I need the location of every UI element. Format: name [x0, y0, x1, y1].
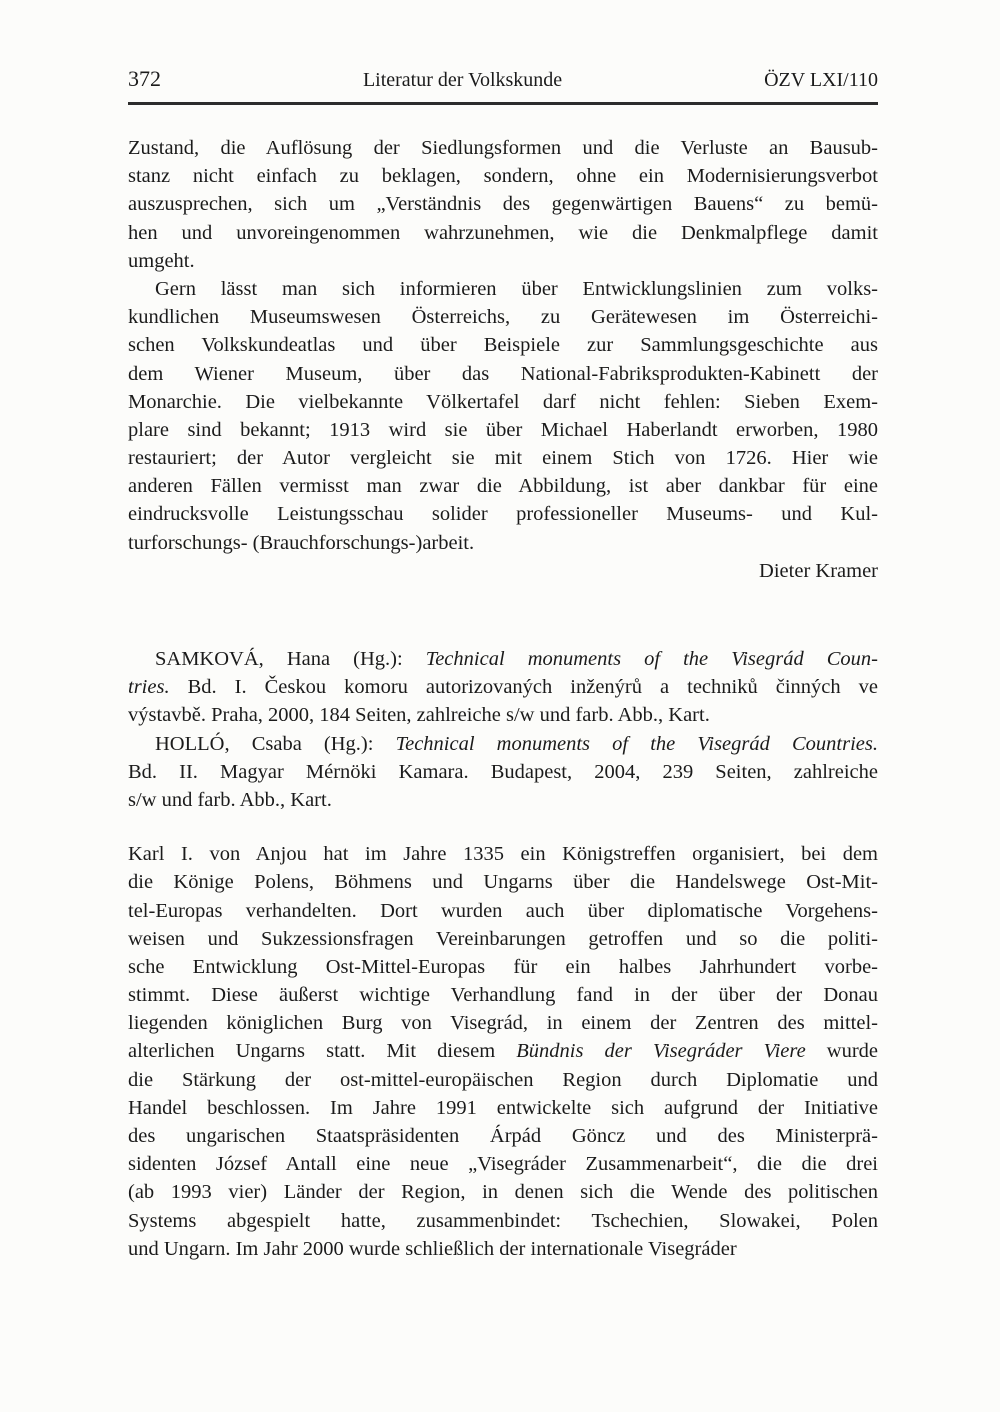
- text-segment: kundlichen Museumswesen Österreichs, zu Gerätewesen im Österreichi-: [128, 306, 878, 329]
- issue-label: ÖZV LXI/110: [764, 69, 878, 91]
- text-line: [128, 219, 878, 247]
- italic-text-segment: Technical monuments of the Visegrád Coun-: [425, 648, 878, 671]
- text-line: [128, 1122, 878, 1150]
- text-line: [128, 1094, 878, 1122]
- text-segment: Karl I. von Anjou hat im Jahre 1335 ein Königstreffen organisiert, bei dem: [128, 843, 878, 866]
- text-line: [128, 673, 878, 701]
- text-line: [128, 1178, 878, 1206]
- text-segment: sidenten József Antall eine neue „Visegráder Zusammenarbeit“, die die drei: [128, 1153, 878, 1176]
- text-segment: wurde: [805, 1040, 878, 1063]
- text-line: [128, 331, 878, 359]
- paragraph-museumswesen: [128, 275, 878, 557]
- text-segment: (ab 1993 vier) Länder der Region, in denen sich die Wende des politischen: [128, 1181, 878, 1204]
- text-line: [128, 1150, 878, 1178]
- text-segment: sche Entwicklung Ost-Mittel-Europas für ein halbes Jahrhundert vorbe-: [128, 955, 878, 978]
- text-segment: Systems abgespielt hatte, zusammenbindet: Tschechien, Slowakei, Polen: [128, 1209, 878, 1232]
- bibliography-entry-samkova: [128, 645, 878, 730]
- text-line: [128, 1207, 878, 1235]
- text-line: [128, 868, 878, 896]
- text-segment: Bd. I. Českou komoru autorizovaných inženýrů a techniků činných ve: [169, 676, 878, 699]
- page-number: 372: [128, 66, 161, 91]
- text-segment: tel-Europas verhandelten. Dort wurden auch über diplomatische Vorgehens-: [128, 899, 878, 922]
- text-segment: des ungarischen Staatspräsidenten Árpád Göncz und des Ministerprä-: [128, 1125, 878, 1148]
- text-line: [128, 303, 878, 331]
- text-line: [128, 1235, 878, 1263]
- text-line: [128, 1066, 878, 1094]
- text-segment: auszusprechen, sich um „Verständnis des gegenwärtigen Bauens“ zu bemü-: [128, 193, 878, 216]
- text-line: [128, 162, 878, 190]
- text-segment: s/w und farb. Abb., Kart.: [128, 788, 332, 811]
- text-line: [128, 360, 878, 388]
- text-segment: die Könige Polens, Böhmens und Ungarns über die Handelswege Ost-Mit-: [128, 871, 878, 894]
- text-segment: Monarchie. Die vielbekannte Völkertafel darf nicht fehlen: Sieben Exem-: [128, 390, 878, 413]
- header-rule: [128, 102, 878, 105]
- text-segment: liegenden königlichen Burg von Visegrád, in einem der Zentren des mittel-: [128, 1012, 878, 1035]
- text-segment: eindrucksvolle Leistungsschau solider professioneller Museums- und Kul-: [128, 503, 878, 526]
- text-line: [128, 1009, 878, 1037]
- italic-text-segment: Bündnis der Visegráder Viere: [516, 1040, 806, 1063]
- text-line: [128, 472, 878, 500]
- running-header: [128, 66, 878, 93]
- text-line: [128, 953, 878, 981]
- text-segment: schen Volkskundeatlas und über Beispiele zur Sammlungsgeschichte aus: [128, 334, 878, 357]
- text-line: [128, 981, 878, 1009]
- text-segment: weisen und Sukzessionsfragen Vereinbarungen getroffen und so die politi-: [128, 927, 878, 950]
- text-line: [128, 701, 878, 729]
- paragraph-visegrad-review: [128, 840, 878, 1263]
- text-line: [128, 388, 878, 416]
- text-line: [128, 190, 878, 218]
- text-segment: Zustand, die Auflösung der Siedlungsformen und die Verluste an Bausub-: [128, 137, 878, 159]
- text-segment: hen und unvoreingenommen wahrzunehmen, wie die Denkmalpflege damit: [128, 221, 878, 244]
- text-line: [128, 134, 878, 162]
- text-segment: plare sind bekannt; 1913 wird sie über Michael Haberlandt erworben, 1980: [128, 418, 878, 441]
- text-segment: alterlichen Ungarns statt. Mit diesem: [128, 1040, 517, 1063]
- text-segment: Bd. II. Magyar Mérnöki Kamara. Budapest, 2004, 239 Seiten, zahlreiche: [128, 760, 878, 783]
- text-line: [128, 529, 878, 557]
- text-segment: Handel beschlossen. Im Jahre 1991 entwickelte sich aufgrund der Initiative: [128, 1096, 878, 1119]
- text-segment: dem Wiener Museum, über das National-Fabriksprodukten-Kabinett der: [128, 362, 878, 385]
- page-body: [128, 134, 878, 1263]
- text-line: [128, 1037, 878, 1065]
- review-author-signature: Dieter Kramer: [759, 559, 878, 582]
- text-segment: HOLLÓ, Csaba (Hg.):: [155, 732, 396, 755]
- text-line: [128, 758, 878, 786]
- text-segment: umgeht.: [128, 249, 195, 272]
- text-segment: stanz nicht einfach zu beklagen, sondern, ohne ein Modernisierungsverbot: [128, 165, 878, 188]
- text-line: [128, 897, 878, 925]
- text-segment: Gern lässt man sich informieren über Entwicklungslinien zum volks-: [155, 277, 878, 300]
- text-line: [128, 840, 878, 868]
- text-line: [128, 247, 878, 275]
- text-line: [128, 645, 878, 673]
- text-line: [128, 730, 878, 758]
- text-line: [128, 416, 878, 444]
- text-line: [128, 500, 878, 528]
- text-segment: die Stärkung der ost-mittel-europäischen Region durch Diplomatie und: [128, 1068, 878, 1091]
- text-segment: turforschungs- (Brauchforschungs-)arbeit.: [128, 531, 475, 554]
- text-segment: restauriert; der Autor vergleicht sie mit einem Stich von 1726. Hier wie: [128, 447, 878, 470]
- text-segment: SAMKOVÁ, Hana (Hg.):: [155, 648, 426, 671]
- italic-text-segment: Technical monuments of the Visegrád Countries.: [395, 732, 878, 755]
- paragraph-denkmalpflege: [128, 134, 878, 275]
- text-segment: und Ungarn. Im Jahr 2000 wurde schließlich der internationale Visegráder: [128, 1237, 737, 1260]
- text-line: [128, 444, 878, 472]
- italic-text-segment: tries.: [128, 676, 170, 699]
- bibliography-entry-hollo: [128, 730, 878, 815]
- text-line: [128, 275, 878, 303]
- text-segment: anderen Fällen vermisst man zwar die Abbildung, ist aber dankbar für eine: [128, 475, 878, 498]
- text-line: [128, 786, 878, 814]
- running-title: Literatur der Volkskunde: [362, 69, 563, 91]
- text-segment: výstavbě. Praha, 2000, 184 Seiten, zahlreiche s/w und farb. Abb., Kart.: [128, 704, 710, 727]
- text-line: [128, 925, 878, 953]
- text-segment: stimmt. Diese äußerst wichtige Verhandlung fand in der über der Donau: [128, 984, 878, 1007]
